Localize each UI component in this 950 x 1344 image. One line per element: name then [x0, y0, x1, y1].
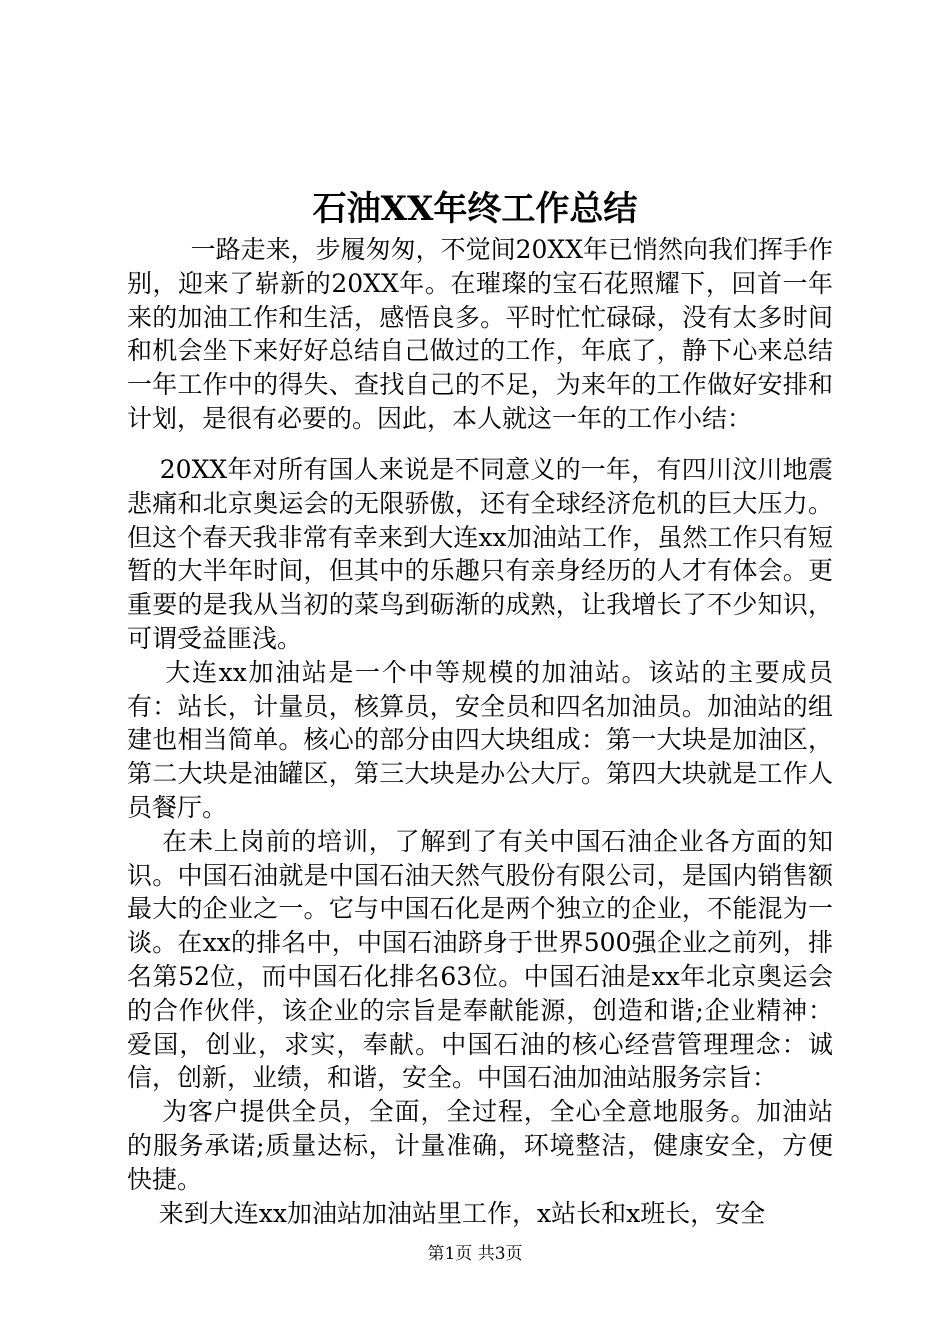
body-paragraphs: 20XX年对所有国人来说是不同意义的一年，有四川汶川地震悲痛和北京奥运会的无限骄傲，还有全球经济危机的巨大压力。但这个春天我非常有幸来到大连xx加油站工作，虽然工作只有短暂的大半年时间，但其中的乐趣只有亲身经历的人才有体会。更重要的是我从当初的菜鸟到砺渐的成熟，让我增长了不少知识，可谓受益匪浅。 大连xx加油站是一个中等规模的加油站。该站的主要成员有：站长，计量员，核算员，安全员和四名加油员。加油站的组建也相当简单。核心的部分由四大块组成：第一大块是加油区，第二大块是油罐区，第三大块是办公大厅。第四大块就是工作人员餐厅。 在未上岗前的培训，了解到了有关中国石油企业各方面的知识。中国石油就是中国石油天然气股份有限公司，是国内销售额最大的企业之一。它与中国石化是两个独立的企业，不能混为一谈。在xx的排名中，中国石油跻身于世界500强企业之前列，排名第52位，而中国石化排名63位。中国石油是xx年北京奥运会的合作伙伴，该企业的宗旨是奉献能源，创造和谐;企业精神：爱国，创业，求实，奉献。中国石油的核心经营管理理念：诚信，创新，业绩，和谐，安全。中国石油加油站服务宗旨： 为客户提供全员，全面，全过程，全心全意地服务。加油站的服务承诺;质量达标，计量准确，环境整洁，健康安全，方便快捷。 来到大连xx加油站加油站里工作，x站长和x班长，安全: [127, 455, 833, 1228]
document-title: 石油XX年终工作总结: [312, 189, 638, 229]
page-footer: 第1页 共3页: [427, 1244, 523, 1264]
intro-paragraph: 一路走来，步履匆匆，不觉间20XX年已悄然向我们挥手作别，迎来了崭新的20XX年。在璀璨的宝石花照耀下，回首一年来的加油工作和生活，感悟良多。平时忙忙碌碌，没有太多时间和机会坐下来好好总结自己做过的工作，年底了，静下心来总结一年工作中的得失、查找自己的不足，为来年的工作做好安排和计划，是很有必要的。因此，本人就这一年的工作小结：: [127, 235, 833, 433]
